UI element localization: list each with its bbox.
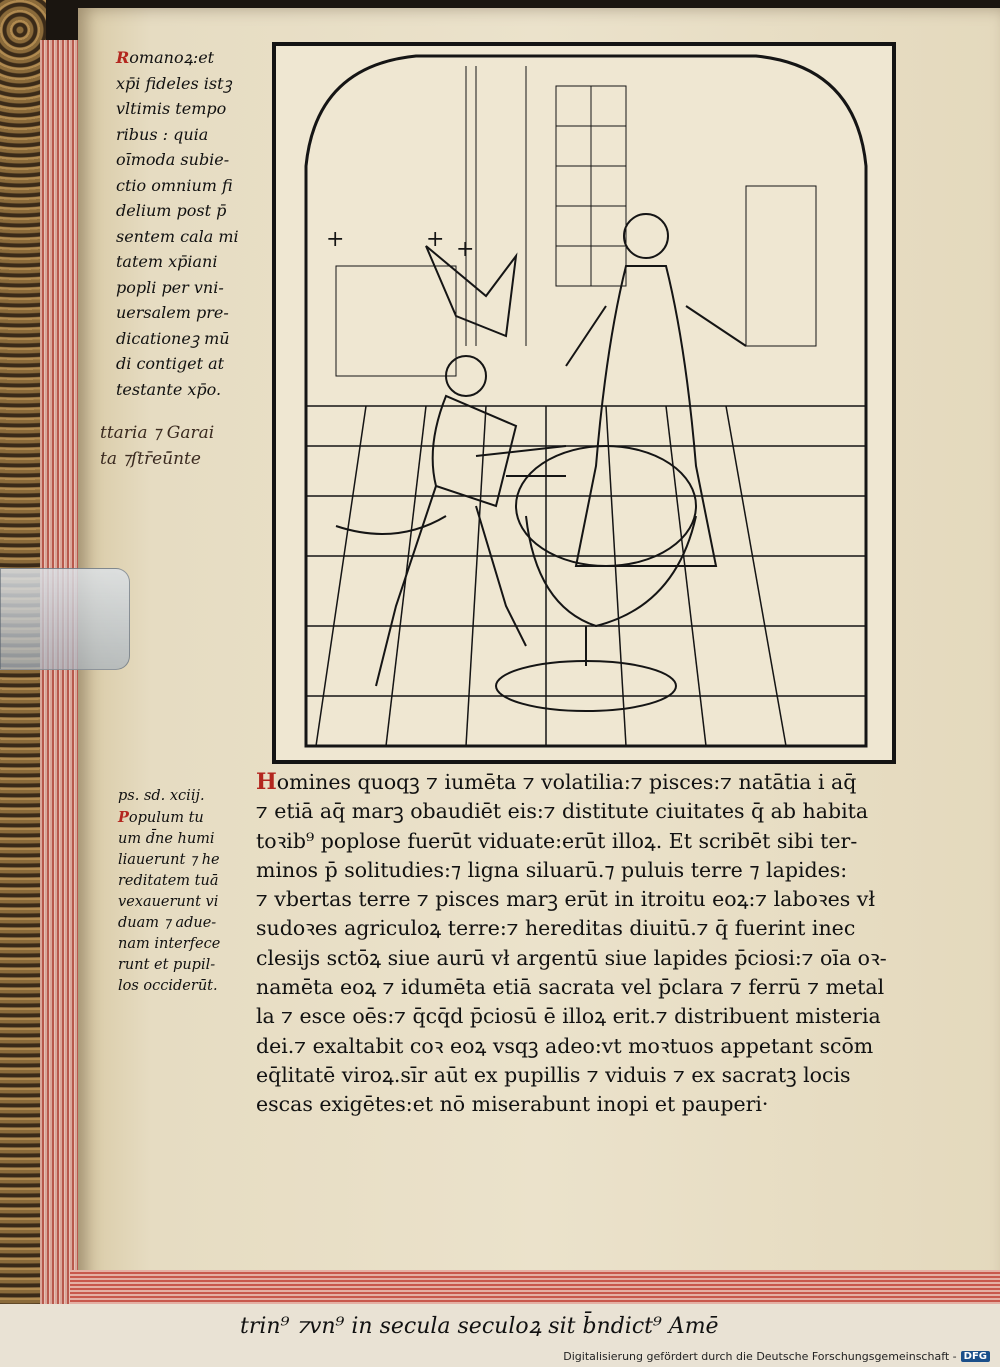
gloss-initial: R [116, 48, 130, 67]
text-line: dei.⁊ exaltabit coꝛ eoꝝ vsqꝫ adeo:vt moꝛtuos appetant scōm [256, 1033, 874, 1058]
psalm-reference: ps. sd. xciij. [118, 788, 205, 804]
gloss-line: reditatem tuā [118, 873, 219, 889]
woodcut-drawing [276, 46, 892, 760]
gloss-line: delium post p̄ [116, 201, 227, 220]
gloss-line: los occiderūt. [118, 978, 218, 994]
gloss-line: dicationeꝫ mū [116, 328, 230, 348]
text-line: ⁊ vbertas terre ⁊ pisces marꝫ erūt in itroitu eoꝝ:⁊ laboꝛes vł [256, 887, 875, 912]
gloss-line: um d̄ne humi [118, 831, 215, 847]
text-line: toꝛib⁹ poplose fuerūt viduate:erūt illoꝝ. Et scribēt sibi ter- [256, 828, 858, 853]
gloss-line: oīmoda subie- [116, 150, 230, 169]
gloss-line: ctio omnium fi [116, 175, 233, 195]
gloss-line: duam ⁊ adue- [118, 915, 217, 931]
annotation-line: ta ⁊ſtr̄eū̄nte [100, 449, 201, 469]
main-text-block [256, 768, 968, 1120]
gloss-line: xp̄i fideles istꝫ [116, 73, 232, 93]
handwritten-annotation [100, 420, 214, 472]
woodcut-illustration [272, 42, 896, 764]
margin-gloss-top [116, 45, 239, 402]
gloss-line: popli per vni- [116, 277, 224, 297]
gloss-line: ribus : quia [116, 124, 209, 144]
gloss-line: runt et pupil- [118, 957, 216, 973]
dfg-logo: DFG [961, 1351, 990, 1362]
digitization-credit [563, 1350, 990, 1363]
gloss-line: nam interfece [118, 936, 221, 952]
gloss-line: vltimis tempo [116, 99, 227, 118]
gloss-line: uersalem pre- [116, 303, 229, 322]
text-line: namēta eoꝝ ⁊ idumēta etiā sacrata vel p̄clara ⁊ ferrū ⁊ metal [256, 975, 885, 1000]
credit-text: Digitalisierung gefördert durch die Deutsche Forschungsgemeinschaft - [563, 1350, 957, 1363]
text-line: clesijs sctōꝝ siue aurū vł argentū siue lapides p̄ciosi:⁊ oīa oꝛ- [256, 945, 887, 970]
page-holder-clip [0, 568, 130, 670]
text-line: escas exigētes:et nō miserabunt inopi et pauperi· [256, 1092, 769, 1117]
gloss-line: testante xp̄o. [116, 379, 222, 399]
gloss-line: liauerunt ⁊ he [118, 852, 220, 868]
gloss-line: sentem cala mi [116, 226, 239, 246]
text-line: minos p̄ solitudies:⁊ ligna siluarū.⁊ puluis terre ⁊ lapides: [256, 857, 848, 882]
text-line: eq̄litatē viroꝝ.sīr aūt ex pupillis ⁊ viduis ⁊ ex sacratꝫ locis [256, 1062, 851, 1087]
text-line: la ⁊ esce oēs:⁊ q̄cq̄d p̄ciosū ē illoꝝ erit.⁊ distribuent misteria [256, 1004, 881, 1029]
body-initial: H [256, 769, 277, 795]
gloss-initial: P [118, 809, 129, 826]
gloss-line: di contiget at [116, 354, 225, 373]
gloss-line: vexauerunt vi [118, 894, 219, 910]
text-line: ⁊ etiā aq̄ marꝫ obaudiēt eis:⁊ distitute ciuitates q̄ ab habita [256, 799, 869, 824]
margin-gloss-psalm [118, 786, 220, 997]
gloss-line: tatem xp̄iani [116, 252, 218, 271]
woodcut-mark: + [426, 227, 445, 252]
gloss-line: opulum tu [128, 810, 204, 826]
text-line: omines quoqꝫ ⁊ iumēta ⁊ volatilia:⁊ pisces:⁊ natātia i aq̄ [276, 770, 857, 794]
gloss-line: omanoꝝ:et [129, 48, 215, 67]
page-edges [40, 40, 80, 1340]
text-line: sudoꝛes agriculoꝝ terre:⁊ hereditas diuitū.⁊ q̄ fuerint inec [256, 916, 856, 941]
next-page-text: trin⁹ ⁊vn⁹ in secula seculoꝝ sit b̄ndict⁹ Amē [240, 1314, 719, 1339]
woodcut-mark: + [456, 237, 475, 262]
annotation-line: ttaria ⁊ Garai [100, 423, 215, 443]
woodcut-mark: + [326, 227, 345, 252]
